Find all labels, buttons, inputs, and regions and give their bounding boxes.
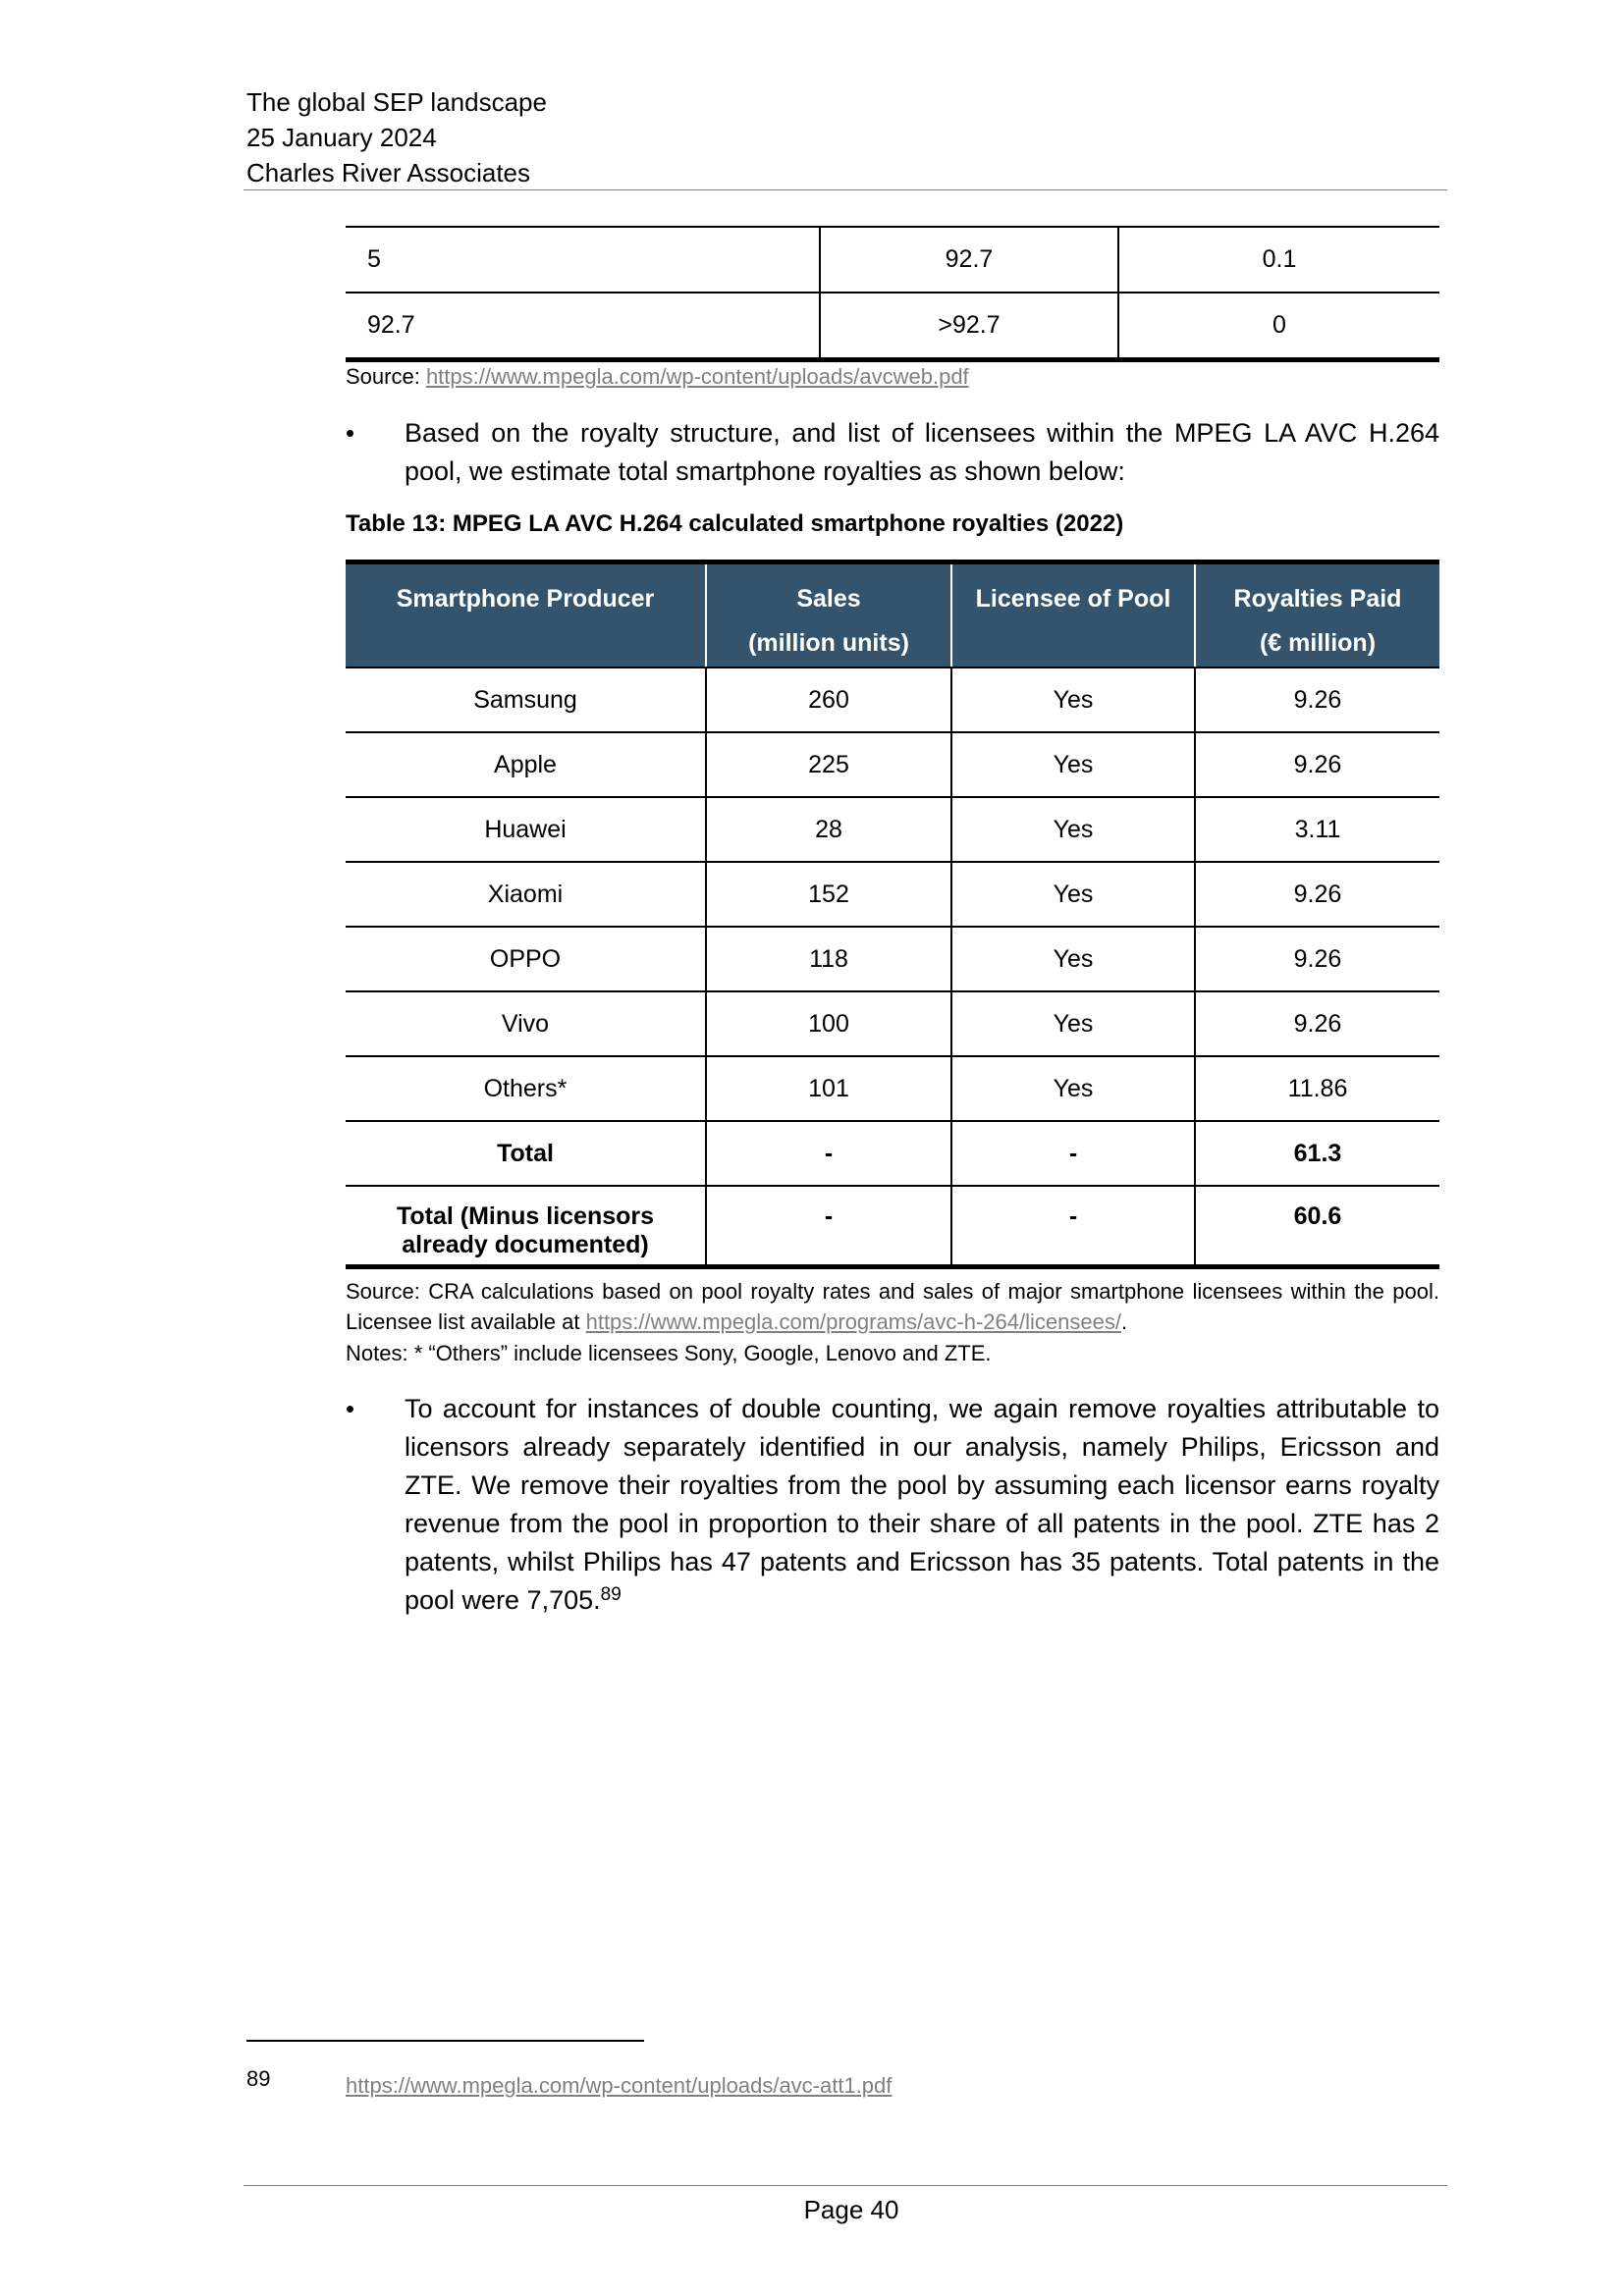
page-header	[246, 84, 547, 190]
total-label: Total	[346, 1121, 706, 1186]
footnote-number: 89	[246, 2066, 271, 2091]
header-producer: Smartphone Producer	[346, 562, 706, 668]
table-cell: 0	[1272, 311, 1286, 339]
table-row	[346, 927, 1439, 991]
bullet-text: Based on the royalty structure, and list of licensees within the MPEG LA AVC H.264 pool, we estimate total smartphone royalties as shown below:	[405, 418, 1439, 486]
producer-cell: Apple	[346, 732, 706, 797]
report-company: Charles River Associates	[246, 158, 530, 187]
total-minus-royalties: 60.6	[1293, 1202, 1342, 1230]
bullet-paragraph-2	[346, 1390, 1439, 1620]
producer-cell: Xiaomi	[346, 862, 706, 927]
licensee-cell: Yes	[951, 862, 1195, 927]
total-licensee: -	[951, 1121, 1195, 1186]
footnote-divider	[246, 2040, 644, 2042]
table-row	[346, 732, 1439, 797]
table-caption: Table 13: MPEG LA AVC H.264 calculated smartphone royalties (2022)	[346, 510, 1124, 537]
table-cell: 5	[346, 227, 820, 293]
total-minus-row	[346, 1186, 1439, 1266]
total-minus-label: Total (Minus licensors already documented)	[346, 1186, 706, 1266]
continued-table-source	[346, 364, 969, 390]
source-link[interactable]: https://www.mpegla.com/wp-content/uploads/avcweb.pdf	[425, 364, 969, 389]
licensee-cell: Yes	[951, 991, 1195, 1056]
licensee-cell: Yes	[951, 1056, 1195, 1121]
table-row	[346, 667, 1439, 732]
source-text: Source: CRA calculations based on pool royalty rates and sales of major smartphone licensees within the pool. Licensee list available at	[346, 1279, 1439, 1334]
bullet-text: To account for instances of double counting, we again remove royalties attributable to licensors already separately identified in our analysis, namely Philips, Ericsson and ZTE. We remove their royalties from the pool by assuming each licensor earns royalty revenue from the pool in proportion to their share of all patents in the pool. ZTE has 2 patents, whilst Philips has 47 patents and Ericsson has 35 patents. Total patents in the pool were 7,705.89	[405, 1394, 1439, 1615]
table-header-row	[346, 562, 1439, 668]
producer-cell: Vivo	[346, 991, 706, 1056]
table-row	[346, 862, 1439, 927]
producer-cell: OPPO	[346, 927, 706, 991]
footnote-ref[interactable]: 89	[600, 1584, 622, 1605]
report-title: The global SEP landscape	[246, 87, 547, 117]
table-row	[346, 293, 1439, 360]
licensee-cell: Yes	[951, 732, 1195, 797]
sales-cell: 28	[706, 797, 951, 862]
bullet-icon: •	[346, 1394, 355, 1423]
licensee-cell: Yes	[951, 927, 1195, 991]
table-row	[346, 1056, 1439, 1121]
header-royalties: Royalties Paid (€ million)	[1195, 562, 1439, 668]
total-row	[346, 1121, 1439, 1186]
sales-cell: 152	[706, 862, 951, 927]
producer-cell: Others*	[346, 1056, 706, 1121]
table-cell: 92.7	[346, 293, 820, 360]
header-licensee: Licensee of Pool	[951, 562, 1195, 668]
total-minus-licensee: -	[951, 1186, 1195, 1266]
bullet-paragraph-1	[346, 414, 1439, 491]
table-source-note: Source: CRA calculations based on pool royalty rates and sales of major smartphone licensees within the pool. Licensee list available at https://www.mpegla.com/programs/avc-h-264/licensees/.	[346, 1279, 1439, 1334]
royalties-cell: 9.26	[1195, 862, 1439, 927]
continued-table	[346, 226, 1439, 362]
header-sales: Sales (million units)	[706, 562, 951, 668]
sales-cell: 225	[706, 732, 951, 797]
header-divider	[244, 189, 1447, 190]
licensee-cell: Yes	[951, 667, 1195, 732]
sales-cell: 260	[706, 667, 951, 732]
royalties-cell: 3.11	[1195, 797, 1439, 862]
royalties-cell: 9.26	[1195, 991, 1439, 1056]
page-number: Page 40	[803, 2195, 899, 2224]
footnote-link[interactable]: https://www.mpegla.com/wp-content/uploads/avc-att1.pdf	[346, 2073, 893, 2098]
royalties-cell: 11.86	[1195, 1056, 1439, 1121]
royalties-cell: 9.26	[1195, 667, 1439, 732]
table-row	[346, 797, 1439, 862]
total-minus-sales: -	[706, 1186, 951, 1266]
licensee-cell: Yes	[951, 797, 1195, 862]
total-sales: -	[706, 1121, 951, 1186]
table-row	[346, 991, 1439, 1056]
royalties-cell: 9.26	[1195, 732, 1439, 797]
report-date: 25 January 2024	[246, 123, 437, 152]
table-cell: 0.1	[1118, 227, 1439, 293]
licensee-list-link[interactable]: https://www.mpegla.com/programs/avc-h-264/licensees/	[585, 1309, 1121, 1334]
royalties-cell: 9.26	[1195, 927, 1439, 991]
table-cell: >92.7	[820, 293, 1118, 360]
source-label: Source:	[346, 364, 426, 389]
producer-cell: Samsung	[346, 667, 706, 732]
royalties-table	[346, 560, 1439, 1269]
table-cell: 92.7	[820, 227, 1118, 293]
total-royalties: 61.3	[1195, 1121, 1439, 1186]
footer-divider	[244, 2185, 1447, 2186]
table-notes: Notes: * “Others” include licensees Sony, Google, Lenovo and ZTE.	[346, 1341, 992, 1365]
table-row	[346, 227, 1439, 293]
sales-cell: 100	[706, 991, 951, 1056]
bullet-icon: •	[346, 418, 355, 448]
sales-cell: 101	[706, 1056, 951, 1121]
sales-cell: 118	[706, 927, 951, 991]
producer-cell: Huawei	[346, 797, 706, 862]
